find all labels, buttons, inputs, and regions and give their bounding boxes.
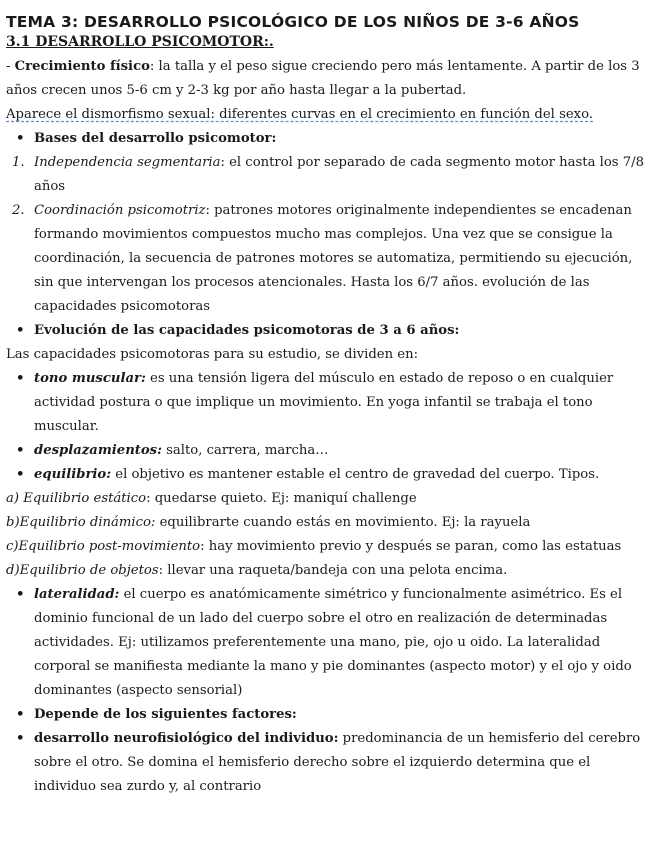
- document-title: TEMA 3: DESARROLLO PSICOLÓGICO DE LOS NIÑOS DE 3-6 AÑOS: [6, 13, 580, 31]
- balance-type: c)Equilibrio post-movimiento: hay movimiento previo y después se paran, como las estatuas: [6, 539, 622, 554]
- list-item: [6, 367, 648, 439]
- document-body: [6, 55, 648, 799]
- capacity-term: desplazamientos:: [34, 443, 162, 458]
- evolution-heading-list: [6, 319, 648, 343]
- capacities-list: [6, 367, 648, 487]
- growth-paragraph: - Crecimiento físico: la talla y el peso sigue creciendo pero más lentamente. A partir de los 3 años crecen unos 5-6 cm y 2-3 kg por año hasta llegar a la pubertad.: [6, 59, 640, 98]
- base-term: Independencia segmentaria: [34, 155, 221, 170]
- growth-text: : la talla y el peso sigue creciendo pero más lentamente. A partir de los 3 años crecen unos 5-6 cm y 2-3 kg por año hasta llegar a la pubertad.: [6, 59, 640, 98]
- neuro-text: predominancia de un hemisferio del cerebro sobre el otro. Se domina el hemisferio derecho sobre el izquierdo determina que el individuo sea zurdo y, al contrario: [34, 731, 641, 794]
- neuro-term: desarrollo neurofisiológico del individuo:: [34, 731, 339, 746]
- laterality-list: [6, 583, 648, 799]
- bases-list: [6, 151, 648, 319]
- capacity-term: tono muscular:: [34, 371, 146, 386]
- growth-label: Crecimiento físico: [14, 59, 150, 74]
- dimorphism-text: Aparece el dismorfismo sexual: diferentes curvas en el crecimiento en función del sexo.: [6, 107, 593, 122]
- balance-type: d)Equilibrio de objetos: llevar una raqueta/bandeja con una pelota encima.: [6, 563, 508, 578]
- list-item: [6, 727, 648, 799]
- dimorphism-paragraph: [6, 103, 648, 127]
- laterality-text: el cuerpo es anatómicamente simétrico y funcionalmente asimétrico. Es el dominio funcional de un lado del cuerpo sobre el otro en realización de determinadas actividades. Ej: utilizamos preferentemente una mano, pie, ojo u oido. La lateralidad corporal se manifiesta mediante la mano y pie dominantes (aspecto motor) y el ojo y oido dominantes (aspecto sensorial): [34, 587, 632, 698]
- capacity-term: equilibrio:: [34, 467, 112, 482]
- list-item: 1. Independencia segmentaria: el control por separado de cada segmento motor hasta los 7/8 años: [12, 155, 644, 194]
- capacity-text: es una tensión ligera del músculo en estado de reposo o en cualquier actividad postura o que implique un movimiento. En yoga infantil se trabaja el tono muscular.: [34, 371, 614, 434]
- laterality-term: lateralidad:: [34, 587, 120, 602]
- bases-heading: • Bases del desarrollo psicomotor:: [6, 127, 648, 151]
- capacity-text: el objetivo es mantener estable el centro de gravedad del cuerpo. Tipos.: [111, 467, 600, 482]
- evolution-heading: • Evolución de las capacidades psicomotoras de 3 a 6 años:: [6, 319, 648, 343]
- list-item: [6, 583, 648, 703]
- balance-type: a) Equilibrio estático: quedarse quieto. Ej: maniquí challenge: [6, 491, 417, 506]
- base-term: Coordinación psicomotriz: [34, 203, 206, 218]
- section-subtitle: 3.1 DESARROLLO PSICOMOTOR:.: [6, 34, 274, 50]
- balance-type: b)Equilibrio dinámico: equilibrarte cuando estás en movimiento. Ej: la rayuela: [6, 515, 531, 530]
- capacity-text: salto, carrera, marcha…: [161, 443, 329, 458]
- list-item: [6, 463, 648, 487]
- evolution-intro: Las capacidades psicomotoras para su estudio, se dividen en:: [6, 347, 419, 362]
- factors-heading: • Depende de los siguientes factores:: [6, 703, 648, 727]
- bases-heading-list: [6, 127, 648, 151]
- base-text: : patrones motores originalmente independientes se encadenan formando movimientos compuestos mucho mas complejos. Una vez que se consigue la coordinación, la secuencia de patrones motores se automatiza, permitiendo su ejecución, sin que intervengan los procesos atencionales. Hasta los 6/7 años. evolución de las capacidades psicomotoras: [34, 203, 633, 314]
- base-text: : el control por separado de cada segmento motor hasta los 7/8 años: [34, 155, 644, 194]
- list-item: 2. Coordinación psicomotriz: patrones motores originalmente independientes se encadenan formando movimientos compuestos mucho mas complejos. Una vez que se consigue la coordinación, la secuencia de patrones motores se automatiza, permitiendo su ejecución, sin que intervengan los procesos atencionales. Hasta los 6/7 años. evolución de las capacidades psicomotoras: [12, 203, 633, 314]
- list-item: [6, 439, 648, 463]
